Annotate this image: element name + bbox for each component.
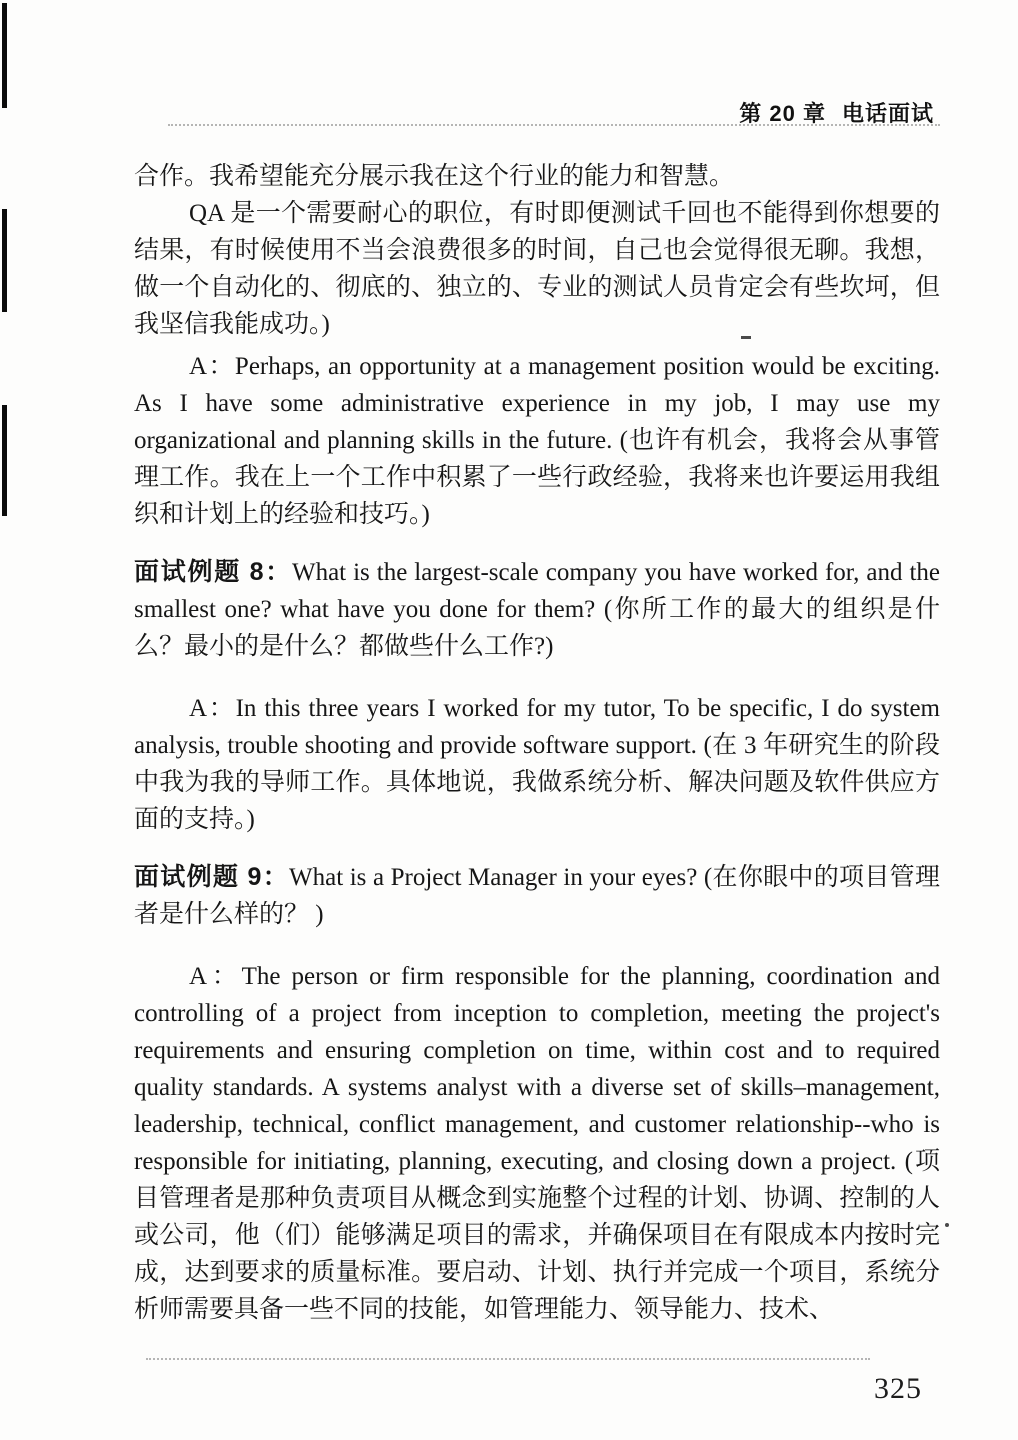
question-label: 面试例题 8： <box>134 558 292 586</box>
page-body <box>134 158 940 1328</box>
paragraph-qa-note <box>134 195 940 343</box>
paragraph-continuation <box>134 158 940 195</box>
paragraph-text: The person or firm responsible for the planning, coordination and controlling of a project from inception to completion, meeting the project's requirements and ensuring completion on time, within cost and to required quality standards. A systems analyst with a diverse set of skills–management, leadership, technical, conflict management, and customer relationship--who is responsible for initiating, planning, executing, and closing down a project. (项目管理者是那种负责项目从概念到实施整个过程的计划、协调、控制的人或公司，他（们）能够满足项目的需求，并确保项目在有限成本内按时完成，达到要求的质量标准。要启动、计划、执行并完成一个项目，系统分析师需要具备一些不同的技能，如管理能力、领导能力、技术、 <box>134 963 940 1323</box>
paragraph-text: What is a Project Manager in your eyes? (在你眼中的项目管理者是什么样的？ ) <box>134 864 940 928</box>
answer-label: A： <box>189 695 236 722</box>
chapter-title: 电话面试 <box>841 101 934 126</box>
question-paragraph-8 <box>134 554 940 665</box>
answer-paragraph-9 <box>134 958 940 1328</box>
paragraph-text: QA 是一个需要耐心的职位，有时即便测试千回也不能得到你想要的结果，有时候使用不当会浪费很多的时间，自己也会觉得很无聊。我想，做一个自动化的、彻底的、独立的、专业的测试人员肯定会有些坎坷，但我坚信我能成功。) <box>134 200 940 338</box>
chapter-number: 第 20 章 <box>739 101 826 126</box>
scan-speck <box>945 1223 949 1227</box>
scan-edge-mark <box>2 405 7 516</box>
answer-paragraph-8 <box>134 690 940 838</box>
footer-rule <box>146 1358 870 1360</box>
page-number: 325 <box>874 1372 922 1405</box>
header-rule <box>168 124 940 126</box>
answer-label: A： <box>189 963 242 990</box>
answer-paragraph-7 <box>134 348 940 533</box>
paragraph-text: In this three years I worked for my tutor, To be specific, I do system analysis, trouble shooting and provide software support. (在 3 年研究生的阶段中我为我的导师工作。具体地说，我做系统分析、解决问题及软件供应方面的支持。) <box>134 695 940 833</box>
paragraph-text: 合作。我希望能充分展示我在这个行业的能力和智慧。 <box>134 163 735 190</box>
paragraph-text: What is the largest-scale company you have worked for, and the smallest one? what have you done for them? (你所工作的最大的组织是什么？最小的是什么？都做些什么工作?) <box>134 559 940 660</box>
paragraph-text: Perhaps, an opportunity at a management position would be exciting. As I have some administrative experience in my job, I may use my organizational and planning skills in the future. (也许有机会，我将会从事管理工作。我在上一个工作中积累了一些行政经验，我将来也许要运用我组织和计划上的经验和技巧。) <box>134 353 940 528</box>
answer-label: A： <box>189 353 235 380</box>
question-label: 面试例题 9： <box>134 863 290 891</box>
scan-edge-mark <box>2 209 7 312</box>
question-paragraph-9 <box>134 859 940 933</box>
scan-edge-mark <box>2 3 7 108</box>
